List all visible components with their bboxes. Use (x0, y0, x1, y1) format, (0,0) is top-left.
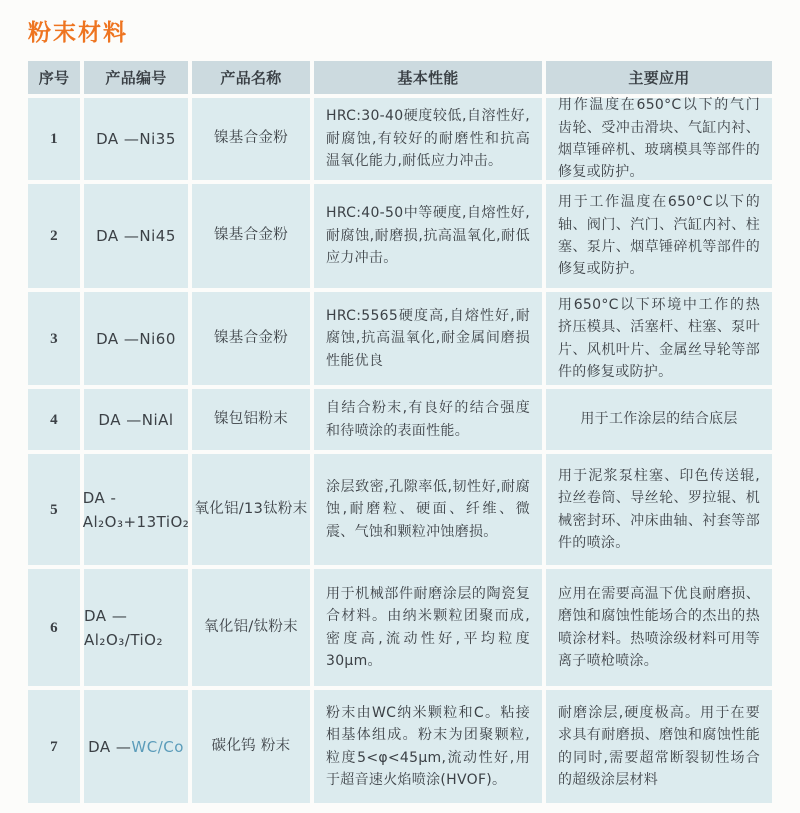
cell-serial: 7 (28, 690, 80, 803)
cell-main-applications: 耐磨涂层,硬度极高。用于在要求具有耐磨损、磨蚀和腐蚀性能的同时,需要超常断裂韧性场合的超级涂层材料 (546, 690, 772, 803)
cell-main-applications: 用于泥浆泵柱塞、印色传送辊,拉丝卷筒、导丝轮、罗拉辊、机械密封环、冲床曲轴、衬套等部件的喷涂。 (546, 454, 772, 565)
cell-basic-properties: 用于机械部件耐磨涂层的陶瓷复合材料。由纳米颗粒团聚而成,密度高,流动性好,平均粒度30μm。 (314, 569, 542, 686)
cell-product-name: 镍基合金粉 (192, 292, 310, 385)
cell-serial: 5 (28, 454, 80, 565)
cell-product-code: DA —NiAl (84, 389, 188, 450)
cell-product-name: 镍包铝粉末 (192, 389, 310, 450)
cell-main-applications: 用于工作涂层的结合底层 (546, 389, 772, 450)
cell-serial: 6 (28, 569, 80, 686)
cell-product-name: 氧化铝/钛粉末 (192, 569, 310, 686)
col-header-main-applications: 主要应用 (546, 61, 772, 94)
cell-basic-properties: 涂层致密,孔隙率低,韧性好,耐腐蚀,耐磨粒、硬面、纤维、微震、气蚀和颗粒冲蚀磨损。 (314, 454, 542, 565)
cell-main-applications: 应用在需要高温下优良耐磨损、磨蚀和腐蚀性能场合的杰出的热喷涂材料。热喷涂级材料可用等离子喷枪喷涂。 (546, 569, 772, 686)
cell-product-name: 镍基合金粉 (192, 98, 310, 180)
cell-product-code: DA —Al₂O₃/TiO₂ (84, 569, 188, 686)
cell-product-code: DA -Al₂O₃+13TiO₂ (84, 454, 188, 565)
col-header-product-code: 产品编号 (84, 61, 188, 94)
cell-product-name: 氧化铝/13钛粉末 (192, 454, 310, 565)
cell-serial: 1 (28, 98, 80, 180)
cell-basic-properties: HRC:40-50中等硬度,自熔性好,耐腐蚀,耐磨损,抗高温氧化,耐低应力冲击。 (314, 184, 542, 288)
cell-product-name: 碳化钨 粉末 (192, 690, 310, 803)
cell-product-code-prefix: DA — (88, 737, 132, 756)
cell-basic-properties: HRC:5565硬度高,自熔性好,耐腐蚀,抗高温氧化,耐金属间磨损性能优良 (314, 292, 542, 385)
cell-product-code (84, 690, 188, 803)
cell-basic-properties: 自结合粉末,有良好的结合强度和待喷涂的表面性能。 (314, 389, 542, 450)
cell-main-applications: 用650°C以下环境中工作的热挤压模具、活塞杆、柱塞、泵叶片、风机叶片、金属丝导轮等部件的修复或防护。 (546, 292, 772, 385)
col-header-product-name: 产品名称 (192, 61, 310, 94)
cell-product-name: 镍基合金粉 (192, 184, 310, 288)
cell-product-code: DA —Ni35 (84, 98, 188, 180)
page-title: 粉末材料 (28, 20, 128, 46)
powder-materials-table (28, 61, 772, 803)
cell-main-applications: 用于工作温度在650°C以下的轴、阀门、汽门、汽缸内衬、柱塞、泵片、烟草锤碎机等部件的修复或防护。 (546, 184, 772, 288)
cell-basic-properties: 粉末由WC纳米颗粒和C。粘接相基体组成。粉末为团聚颗粒,粒度5<φ<45μm,流动性好,用于超音速火焰喷涂(HVOF)。 (314, 690, 542, 803)
cell-product-code-accent: WC/Co (131, 737, 184, 756)
cell-main-applications: 用作温度在650°C以下的气门齿轮、受冲击滑块、气缸内衬、烟草锤碎机、玻璃模具等部件的修复或防护。 (546, 98, 772, 180)
col-header-basic-properties: 基本性能 (314, 61, 542, 94)
col-header-serial: 序号 (28, 61, 80, 94)
cell-product-code: DA —Ni60 (84, 292, 188, 385)
cell-serial: 3 (28, 292, 80, 385)
cell-product-code: DA —Ni45 (84, 184, 188, 288)
cell-serial: 4 (28, 389, 80, 450)
cell-serial: 2 (28, 184, 80, 288)
cell-basic-properties: HRC:30-40硬度较低,自溶性好,耐腐蚀,有较好的耐磨性和抗高温氧化能力,耐低应力冲击。 (314, 98, 542, 180)
